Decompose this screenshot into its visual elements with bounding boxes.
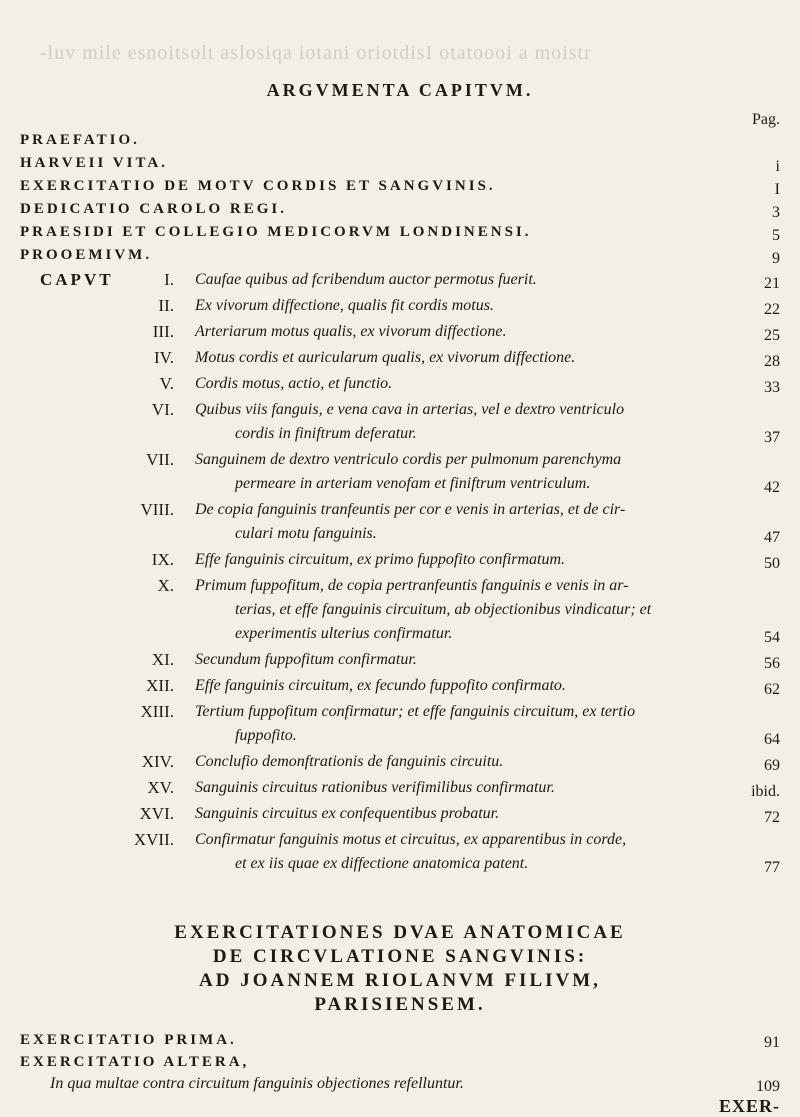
chapter-title-line: Confirmatur fanguinis motus et circuitus, ex apparentibus in corde, <box>195 831 627 848</box>
catchword: EXER- <box>718 1096 780 1116</box>
toc-entry-label: In qua multae contra circuitum fanguinis objectiones refelluntur. <box>50 1075 464 1092</box>
chapter-page-number: 47 <box>764 529 780 546</box>
toc-page-number: 109 <box>756 1078 780 1095</box>
toc-entry-label: HARVEII VITA. <box>20 155 168 171</box>
toc-entry-label: EXERCITATIO DE MOTV CORDIS ET SANGVINIS. <box>20 178 496 194</box>
chapter-number: V. <box>159 374 174 393</box>
chapter-number: IV. <box>154 348 174 367</box>
chapter-number: IX. <box>151 550 174 569</box>
toc-page-number: 9 <box>772 250 780 267</box>
chapter-title-line: Primum fuppofitum, de copia pertranfeuntis fanguinis e venis in ar- <box>195 577 629 594</box>
toc-entry-label: EXERCITATIO PRIMA. <box>20 1032 237 1048</box>
chapter-title-line: Secundum fuppofitum confirmatur. <box>195 651 417 668</box>
chapter-number: II. <box>158 296 174 315</box>
section-title-line: AD JOANNEM RIOLANVM FILIVM, <box>199 970 601 991</box>
chapter-page-number: 50 <box>764 555 780 572</box>
toc-page-number: 3 <box>772 204 780 221</box>
chapter-page-number: 54 <box>764 629 780 646</box>
pag-label: Pag. <box>752 111 780 128</box>
chapter-title-line: experimentis ulterius confirmatur. <box>235 625 453 642</box>
chapter-page-number: 37 <box>764 429 780 446</box>
page-header: ARGVMENTA CAPITVM. <box>266 80 534 100</box>
chapter-page-number: 56 <box>764 655 780 672</box>
chapter-number: III. <box>152 322 174 341</box>
chapter-title-line: Sanguinis circuitus ex confequentibus probatur. <box>195 805 500 822</box>
chapter-number: XIII. <box>140 702 174 721</box>
chapter-number: I. <box>164 270 174 289</box>
chapter-title-line: Conclufio demonftrationis de fanguinis circuitu. <box>195 753 504 770</box>
chapter-title-line: permeare in arteriam venofam et finiftrum ventriculum. <box>235 475 591 492</box>
chapter-number: VII. <box>146 450 174 469</box>
chapter-page-number: 77 <box>764 859 780 876</box>
chapter-number: XIV. <box>141 752 174 771</box>
chapter-title-line: Cordis motus, actio, et functio. <box>195 375 393 392</box>
chapter-title-line: fuppofito. <box>235 727 297 744</box>
chapter-title-line: terias, et effe fanguinis circuitum, ab objectionibus vindicatur; et <box>235 601 652 618</box>
caput-label: CAPVT <box>40 270 114 289</box>
toc-page-number: 5 <box>772 227 780 244</box>
chapter-page-number: 25 <box>764 327 780 344</box>
chapter-page-number: 62 <box>764 681 780 698</box>
chapter-number: XVII. <box>133 830 174 849</box>
chapter-title-line: et ex iis quae ex diffectione anatomica patent. <box>235 855 529 872</box>
chapter-title-line: Effe fanguinis circuitum, ex fecundo fuppofito confirmato. <box>195 677 566 694</box>
chapter-number: XV. <box>147 778 174 797</box>
chapter-number: VIII. <box>140 500 174 519</box>
toc-entry-label: EXERCITATIO ALTERA, <box>20 1054 250 1070</box>
toc-page-number: I <box>774 181 780 198</box>
section-title-line: DE CIRCVLATIONE SANGVINIS: <box>212 946 588 967</box>
chapter-title-line: Arteriarum motus qualis, ex vivorum diffectione. <box>195 323 507 340</box>
toc-page-number: 91 <box>764 1034 780 1051</box>
chapter-number: X. <box>157 576 174 595</box>
chapter-title-line: Tertium fuppofitum confirmatur; et effe fanguinis circuitum, ex tertio <box>195 703 636 720</box>
chapter-page-number: 21 <box>764 275 780 292</box>
chapter-number: XII. <box>146 676 174 695</box>
chapter-title-line: De copia fanguinis tranfeuntis per cor e venis in arterias, et de cir- <box>195 501 626 518</box>
chapter-title-line: cordis in finiftrum deferatur. <box>235 425 417 442</box>
chapter-number: VI. <box>151 400 174 419</box>
bleed-through-text: -luv mile esnoitsolt aslosiqa iotani oriotdisI otatoooi a moistr <box>40 42 592 64</box>
chapter-page-number: 33 <box>764 379 780 396</box>
chapter-number: XVI. <box>139 804 174 823</box>
chapter-number: XI. <box>151 650 174 669</box>
chapter-page-number: 42 <box>764 479 780 496</box>
chapter-page-number: 28 <box>764 353 780 370</box>
chapter-page-number: 72 <box>764 809 780 826</box>
chapter-title-line: Ex vivorum diffectione, qualis fit cordis motus. <box>195 297 494 314</box>
chapter-title-line: Sanguinis circuitus rationibus verifimilibus confirmatur. <box>195 779 555 796</box>
chapter-title-line: Sanguinem de dextro ventriculo cordis per pulmonum parenchyma <box>195 451 622 468</box>
chapter-title-line: Effe fanguinis circuitum, ex primo fuppofito confirmatum. <box>195 551 566 568</box>
toc-entry-label: DEDICATIO CAROLO REGI. <box>20 201 287 217</box>
chapter-page-number: 64 <box>764 731 780 748</box>
chapter-page-number: 22 <box>764 301 780 318</box>
chapter-title-line: culari motu fanguinis. <box>235 525 377 542</box>
toc-entry-label: PROOEMIVM. <box>20 247 153 263</box>
chapter-page-number: ibid. <box>751 783 780 800</box>
chapter-title-line: Caufae quibus ad fcribendum auctor permotus fuerit. <box>195 271 537 288</box>
section-title-line: EXERCITATIONES DVAE ANATOMICAE <box>174 922 626 943</box>
chapter-page-number: 69 <box>764 757 780 774</box>
chapter-title-line: Quibus viis fanguis, e vena cava in arterias, vel e dextro ventriculo <box>195 401 625 418</box>
chapter-title-line: Motus cordis et auricularum qualis, ex vivorum diffectione. <box>195 349 576 366</box>
toc-page-number: i <box>775 158 780 175</box>
toc-entry-label: PRAEFATIO. <box>20 132 140 148</box>
toc-entry-label: PRAESIDI ET COLLEGIO MEDICORVM LONDINENSI. <box>20 224 532 240</box>
section-title-line: PARISIENSEM. <box>314 994 486 1015</box>
